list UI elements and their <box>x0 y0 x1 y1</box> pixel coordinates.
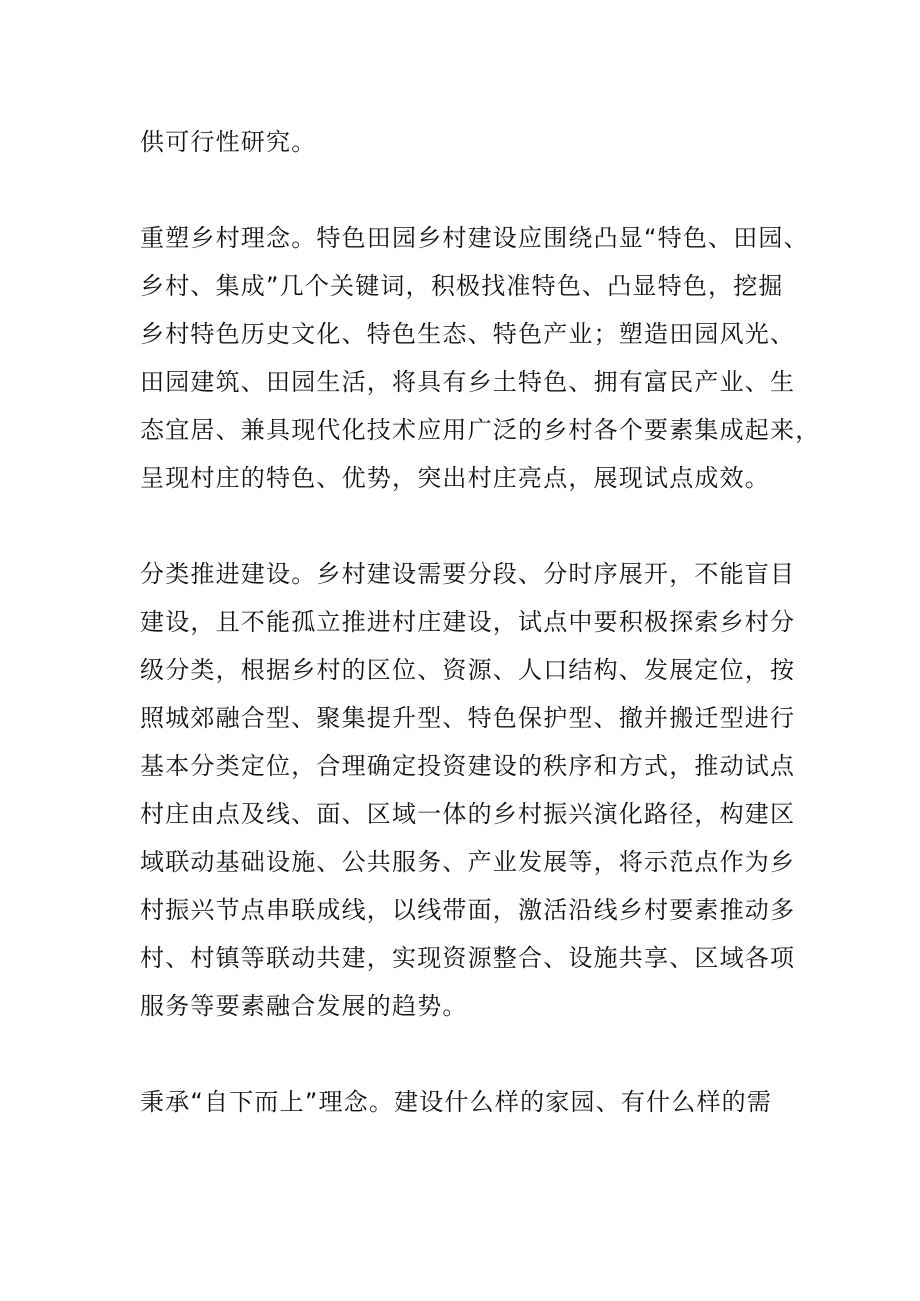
paragraph-3 <box>140 550 800 1030</box>
paragraph-line: 供可行性研究。 <box>140 128 317 156</box>
paragraph-1 <box>140 118 800 166</box>
paragraph-line: 建设，且不能孤立推进村庄建设，试点中要积极探索乡村分 <box>140 608 796 636</box>
paragraph-line: 态宜居、兼具现代化技术应用广泛的乡村各个要素集成起来， <box>140 416 821 444</box>
document-body <box>140 118 821 1126</box>
paragraph-line: 村、村镇等联动共建，实现资源整合、设施共享、区域各项 <box>140 944 796 972</box>
paragraph-line: 村振兴节点串联成线，以线带面，激活沿线乡村要素推动多 <box>140 896 796 924</box>
paragraph-line: 村庄由点及线、面、区域一体的乡村振兴演化路径，构建区 <box>140 800 796 828</box>
paragraph-line: 秉承“自下而上”理念。建设什么样的家园、有什么样的需 <box>140 1088 773 1116</box>
paragraph-gap <box>140 502 800 550</box>
paragraph-line: 田园建筑、田园生活，将具有乡土特色、拥有富民产业、生 <box>140 368 796 396</box>
paragraph-line: 呈现村庄的特色、优势，突出村庄亮点，展现试点成效。 <box>140 464 770 492</box>
paragraph-gap <box>140 166 800 214</box>
paragraph-line: 乡村特色历史文化、特色生态、特色产业；塑造田园风光、 <box>140 320 796 348</box>
paragraph-line: 照城郊融合型、聚集提升型、特色保护型、撤并搬迁型进行 <box>140 704 796 732</box>
paragraph-line: 基本分类定位，合理确定投资建设的秩序和方式，推动试点 <box>140 752 796 780</box>
paragraph-4 <box>140 1078 800 1126</box>
paragraph-2 <box>140 214 821 502</box>
paragraph-line: 重塑乡村理念。特色田园乡村建设应围绕凸显“特色、田园、 <box>140 224 809 252</box>
paragraph-line: 级分类，根据乡村的区位、资源、人口结构、发展定位，按 <box>140 656 796 684</box>
paragraph-line: 分类推进建设。乡村建设需要分段、分时序展开，不能盲目 <box>140 560 796 588</box>
paragraph-line: 域联动基础设施、公共服务、产业发展等，将示范点作为乡 <box>140 848 796 876</box>
paragraph-line: 服务等要素融合发展的趋势。 <box>140 992 468 1020</box>
paragraph-gap <box>140 1030 800 1078</box>
paragraph-line: 乡村、集成”几个关键词，积极找准特色、凸显特色，挖掘 <box>140 272 784 300</box>
